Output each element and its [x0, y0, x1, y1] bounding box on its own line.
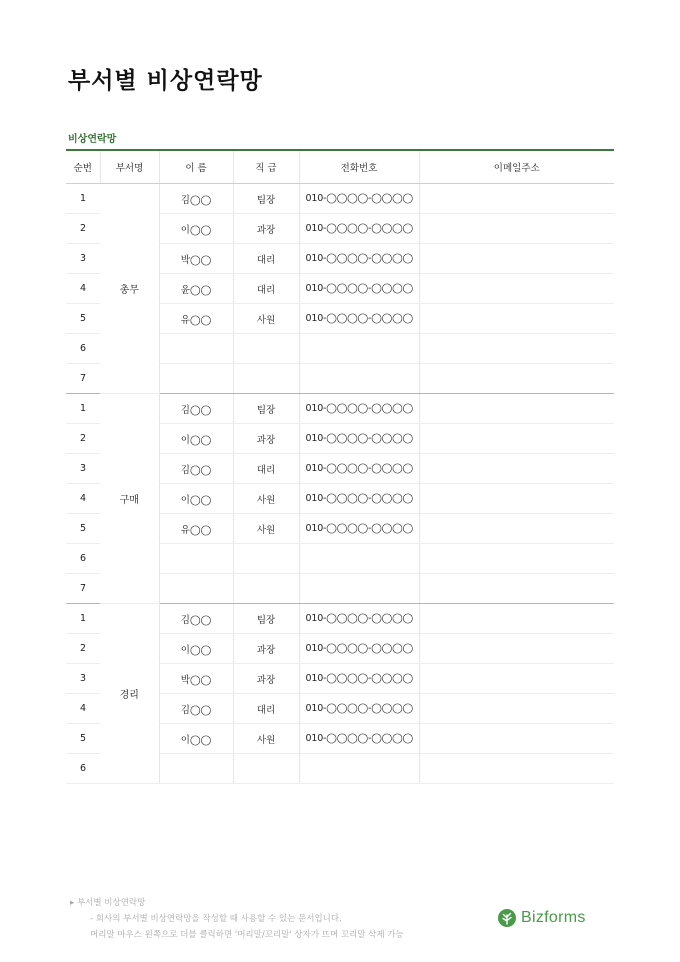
tree-icon — [497, 908, 517, 928]
cell-dept: 구매 — [100, 394, 159, 604]
header-seq: 순번 — [66, 150, 100, 184]
header-dept: 부서명 — [100, 150, 159, 184]
cell-email — [419, 664, 614, 694]
cell-dept: 총무 — [100, 184, 159, 394]
cell-rank: 대리 — [233, 454, 299, 484]
brand-name: Bizforms — [521, 909, 586, 926]
section-title: 비상연락망 — [68, 134, 117, 145]
cell-phone: 010-◯◯◯◯-◯◯◯◯ — [299, 304, 419, 334]
cell-seq: 6 — [66, 544, 100, 574]
cell-email — [419, 514, 614, 544]
cell-email — [419, 484, 614, 514]
cell-name: 박◯◯ — [159, 244, 233, 274]
cell-email — [419, 574, 614, 604]
cell-name: 이◯◯ — [159, 484, 233, 514]
header-rank: 직 급 — [233, 150, 299, 184]
header-email: 이메일주소 — [419, 150, 614, 184]
contact-table — [66, 149, 614, 784]
cell-rank: 과장 — [233, 214, 299, 244]
footer-note — [70, 895, 404, 943]
cell-email — [419, 544, 614, 574]
cell-rank: 팀장 — [233, 394, 299, 424]
cell-seq: 7 — [66, 364, 100, 394]
cell-email — [419, 334, 614, 364]
cell-seq: 3 — [66, 454, 100, 484]
footer-line-1: ▸ 부서별 비상연락망 — [70, 895, 404, 911]
cell-name — [159, 544, 233, 574]
cell-phone: 010-◯◯◯◯-◯◯◯◯ — [299, 694, 419, 724]
page-title: 부서별 비상연락망 — [68, 68, 263, 94]
table-row — [66, 394, 614, 424]
cell-rank: 사원 — [233, 484, 299, 514]
cell-phone — [299, 544, 419, 574]
brand-logo — [497, 908, 586, 928]
cell-name — [159, 754, 233, 784]
cell-phone: 010-◯◯◯◯-◯◯◯◯ — [299, 604, 419, 634]
cell-phone: 010-◯◯◯◯-◯◯◯◯ — [299, 214, 419, 244]
cell-phone: 010-◯◯◯◯-◯◯◯◯ — [299, 514, 419, 544]
cell-email — [419, 424, 614, 454]
cell-seq: 6 — [66, 754, 100, 784]
cell-email — [419, 694, 614, 724]
cell-email — [419, 214, 614, 244]
cell-phone — [299, 574, 419, 604]
cell-seq: 5 — [66, 724, 100, 754]
cell-email — [419, 754, 614, 784]
cell-seq: 6 — [66, 334, 100, 364]
cell-email — [419, 184, 614, 214]
cell-seq: 1 — [66, 184, 100, 214]
cell-name: 유◯◯ — [159, 304, 233, 334]
cell-seq: 2 — [66, 634, 100, 664]
cell-rank: 팀장 — [233, 604, 299, 634]
cell-name: 박◯◯ — [159, 664, 233, 694]
cell-name — [159, 334, 233, 364]
cell-name: 김◯◯ — [159, 184, 233, 214]
cell-rank — [233, 334, 299, 364]
cell-phone: 010-◯◯◯◯-◯◯◯◯ — [299, 274, 419, 304]
cell-seq: 2 — [66, 214, 100, 244]
cell-phone: 010-◯◯◯◯-◯◯◯◯ — [299, 454, 419, 484]
cell-phone: 010-◯◯◯◯-◯◯◯◯ — [299, 424, 419, 454]
cell-name: 김◯◯ — [159, 604, 233, 634]
table-row — [66, 604, 614, 634]
table-row — [66, 184, 614, 214]
cell-name — [159, 574, 233, 604]
cell-phone: 010-◯◯◯◯-◯◯◯◯ — [299, 484, 419, 514]
cell-seq: 5 — [66, 304, 100, 334]
cell-phone — [299, 364, 419, 394]
cell-name: 김◯◯ — [159, 694, 233, 724]
cell-name: 김◯◯ — [159, 394, 233, 424]
cell-rank: 대리 — [233, 244, 299, 274]
cell-rank: 팀장 — [233, 184, 299, 214]
cell-seq: 2 — [66, 424, 100, 454]
cell-rank: 대리 — [233, 274, 299, 304]
cell-email — [419, 604, 614, 634]
cell-name: 이◯◯ — [159, 424, 233, 454]
cell-rank — [233, 544, 299, 574]
cell-phone: 010-◯◯◯◯-◯◯◯◯ — [299, 634, 419, 664]
cell-phone: 010-◯◯◯◯-◯◯◯◯ — [299, 184, 419, 214]
cell-rank — [233, 574, 299, 604]
cell-dept: 경리 — [100, 604, 159, 784]
cell-seq: 3 — [66, 664, 100, 694]
header-name: 이 름 — [159, 150, 233, 184]
cell-name: 이◯◯ — [159, 214, 233, 244]
cell-seq: 5 — [66, 514, 100, 544]
footer-line-3: 머리말 마우스 왼쪽으로 더블 클릭하면 '머리말/꼬리말' 상자가 뜨며 꼬리말 삭제 가능 — [90, 930, 404, 940]
cell-seq: 1 — [66, 604, 100, 634]
cell-seq: 1 — [66, 394, 100, 424]
cell-rank: 대리 — [233, 694, 299, 724]
table-header-row — [66, 150, 614, 184]
header-phone: 전화번호 — [299, 150, 419, 184]
cell-seq: 3 — [66, 244, 100, 274]
cell-email — [419, 634, 614, 664]
cell-rank: 과장 — [233, 634, 299, 664]
cell-name: 김◯◯ — [159, 454, 233, 484]
cell-email — [419, 244, 614, 274]
cell-name: 이◯◯ — [159, 724, 233, 754]
cell-name: 윤◯◯ — [159, 274, 233, 304]
cell-email — [419, 274, 614, 304]
cell-email — [419, 364, 614, 394]
cell-seq: 4 — [66, 484, 100, 514]
cell-name: 이◯◯ — [159, 634, 233, 664]
cell-rank: 사원 — [233, 304, 299, 334]
cell-phone — [299, 754, 419, 784]
cell-phone — [299, 334, 419, 364]
cell-email — [419, 454, 614, 484]
cell-phone: 010-◯◯◯◯-◯◯◯◯ — [299, 724, 419, 754]
cell-seq: 4 — [66, 694, 100, 724]
cell-rank: 사원 — [233, 724, 299, 754]
footer-line-2: - 회사의 부서별 비상연락망을 작성할 때 사용할 수 있는 문서입니다. — [90, 914, 342, 924]
cell-phone: 010-◯◯◯◯-◯◯◯◯ — [299, 394, 419, 424]
cell-seq: 7 — [66, 574, 100, 604]
cell-phone: 010-◯◯◯◯-◯◯◯◯ — [299, 664, 419, 694]
cell-name — [159, 364, 233, 394]
cell-rank — [233, 754, 299, 784]
cell-email — [419, 394, 614, 424]
cell-phone: 010-◯◯◯◯-◯◯◯◯ — [299, 244, 419, 274]
cell-email — [419, 724, 614, 754]
cell-seq: 4 — [66, 274, 100, 304]
cell-rank: 과장 — [233, 664, 299, 694]
cell-rank: 사원 — [233, 514, 299, 544]
cell-name: 유◯◯ — [159, 514, 233, 544]
cell-email — [419, 304, 614, 334]
cell-rank — [233, 364, 299, 394]
cell-rank: 과장 — [233, 424, 299, 454]
